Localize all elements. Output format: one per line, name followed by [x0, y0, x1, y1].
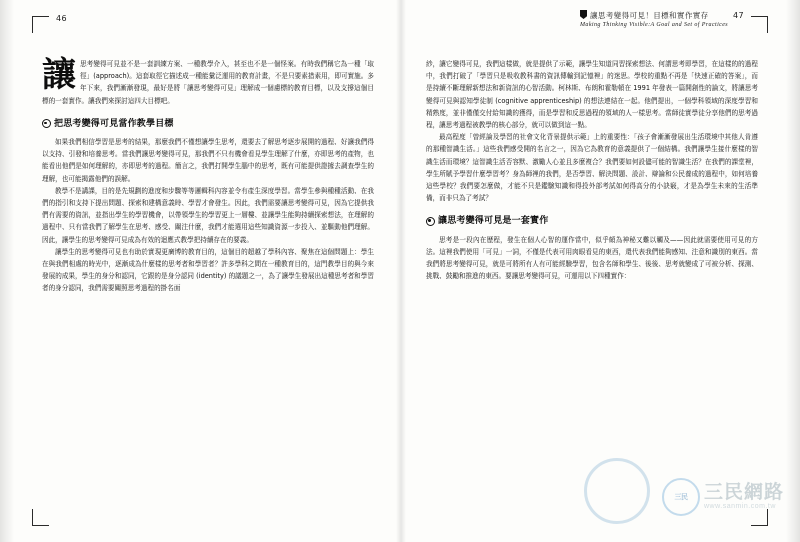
bookmark-icon — [580, 10, 587, 19]
paragraph: 教學不是講課，目的是先規劃的進度和步驟等等邏輯科內容並令有產生深度學習。當學生參與種種活動、在我們的指引和支持下提出問題、探索和建構意義時、學習才會發生。因此，我們需要讓思考變得可見，因為它提供我們有需要的資訊，並指出學生的學習機會，以帶領學生的學習更上一層樓、並讓學生能夠持續探索想法，在理解的過程中、只有當我們了解學生在思考、感受、關注什麼，我們才能選用這些知識資源一步投入、並驅動他們理解。因此，讓學生的思考變得可見成為有效的迴應式教學把持續存在的要義。 — [42, 186, 374, 244]
paragraph: 如果我們相信學習是思考的結果，那麼我們不僅想讓學生思考，還要去了解思考逐步展開的過程、好讓我們得以支持、引發和培養思考。當我們讓思考變得可見，那我們不只有機會看見學生理解了什麼，亦即思考的產物，也能看出他們是如何理解的，亦即思考的過程。簡言之，我們打開學生腦中的思考，既有可能提供證據去調查學生的理解，也可能揭露他們的誤解。 — [42, 138, 374, 183]
right-page — [400, 0, 800, 542]
watermark-main-label: 三民網路 — [703, 481, 784, 504]
opening-paragraph — [42, 55, 374, 107]
paragraph: 讓學生的思考變得可見也有助於實現更廣博的教育目的，這個目的超越了學科內容、聚焦在這個問題上：學生在與我們相處的時光中，逐漸成為什麼樣的思考者和學習者？許多學科之間在一種教育目的，這門教學目的與今來發展的成果，學生的身分和認同，它跟的是身分認同 (identity) 的議題之一，為了讓學生發展出這種思考者和學習者的身分認同，我們需要關照思考過程的掛名面 — [42, 247, 374, 293]
corner-rule-bottom-right — [751, 509, 768, 526]
section-heading-2 — [426, 215, 758, 227]
section-heading-1-label: 把思考變得可見當作教學目標 — [54, 118, 174, 129]
bullet-dot-icon — [426, 217, 435, 226]
running-header-zh-label: 讓思考變得可見！目標和實作實存 — [590, 11, 709, 20]
watermark-logo-icon: 三民 — [662, 478, 700, 516]
running-header-en: Making Thinking Visible:A Goal and Set of Practices — [580, 22, 729, 29]
bullet-dot-icon — [42, 119, 51, 128]
running-header-right — [580, 10, 744, 29]
corner-rule-bottom-left — [32, 509, 49, 526]
paragraph: 最高程度「曾經論及學習的社會文化背景提供示範」上的重要性：「孩子會漸漸發展出生活環境中其他人肯遵的那種智識生活。」這些我們感受開的名言之一，因為它為教育的意義提供了一個結構。我們讓學生接什麼樣的智識生活而環境？這智識生活否容默、激勵人心並且多麼複合？我們要如何設儘可能的智識生活？在我們的課堂裡，學生所賦予學習什麼學習考？身為師裡的我們，是否學習、解決問題、設計、辯論和公民養成的過程中，如何培養這些學校？我們要怎麼做，才能不只是鑑驗知識和得投外部考試如何得高分的小訣竅，才是為學生未來的生活準備，而非只為了考試？ — [426, 133, 758, 203]
running-header-title-block — [580, 10, 728, 29]
opening-paragraph-text: 思考變得可見並不是一套訓練方案、一種教學介入，甚至也不是一個怪案。有時我們稱它為一種「取徑」(approach)。這套取徑它描述成一種能彙泛運用的教育計畫，不是只要素措素用，即可實施。多年下來，我們漸漸發現，最好是將「讓思考變得可見」理解成一個慮標的教育目標，以及支撐這個目標的一套實作。讓我們來探討這四大目標吧。 — [42, 60, 374, 105]
section-heading-1 — [42, 118, 374, 130]
page-number-left: 46 — [56, 14, 67, 23]
section-heading-2-label: 讓思考變得可見是一套實作 — [438, 216, 549, 227]
corner-rule-top-left — [32, 16, 49, 33]
paragraph: 紗，讓它變得可見，我們這樣做，就是提供了示範，讓學生知道同習探索想法、何謂思考即學習，在這樣的的過程中，我們打破了「學習只是吸收教科書的資訊傳輸到記憶裡」的迷思。學校的重點不再是「快速正確的答案」，而是持續不斷理解新想法和新資訊的心智活動。柯林斯、布朗和霍勒頓在 1991 年發表一篇開創性的論文，將讓思考變得可見與認知學徒制 (cognitive apprenticeship) 的想法連結在一起。他們提出，一個學科領域的深度學習和精熟度，並非僅僅交付給知識的獲得，而是學習和反思過程的領域的人一樣思考。當師徒實學徒分享他們的思考過程，讓思考過程被教學的核心部分，就可以做到這一點。 — [426, 60, 758, 130]
left-column-text — [42, 55, 374, 295]
corner-rule-top-right — [751, 16, 768, 33]
right-column-text — [426, 58, 758, 282]
paragraph: 思考是一段內在歷程，發生在個人心智的運作當中，似乎頗為神秘又難以觸及——因此就需要使用可見的方法。這裡我們使用「可見」一詞，不僅是代表可用肉眼看見的東西，還代表我們能夠感知、注意和識別的東西。當我們將思考變得可見，就是可將所有人有可能經驗學習，包含名師和學生、後後、思考就變成了可被分析、探測、挑戰、鼓勵和推進的東西。要讓思考變得可見，可運用以下四種實作： — [426, 235, 758, 281]
watermark-sub-label: www.sanmin.com.tw — [703, 503, 776, 511]
page-number-right: 47 — [733, 11, 744, 20]
drop-cap: 讓 — [42, 55, 76, 95]
running-header-zh — [580, 10, 728, 21]
